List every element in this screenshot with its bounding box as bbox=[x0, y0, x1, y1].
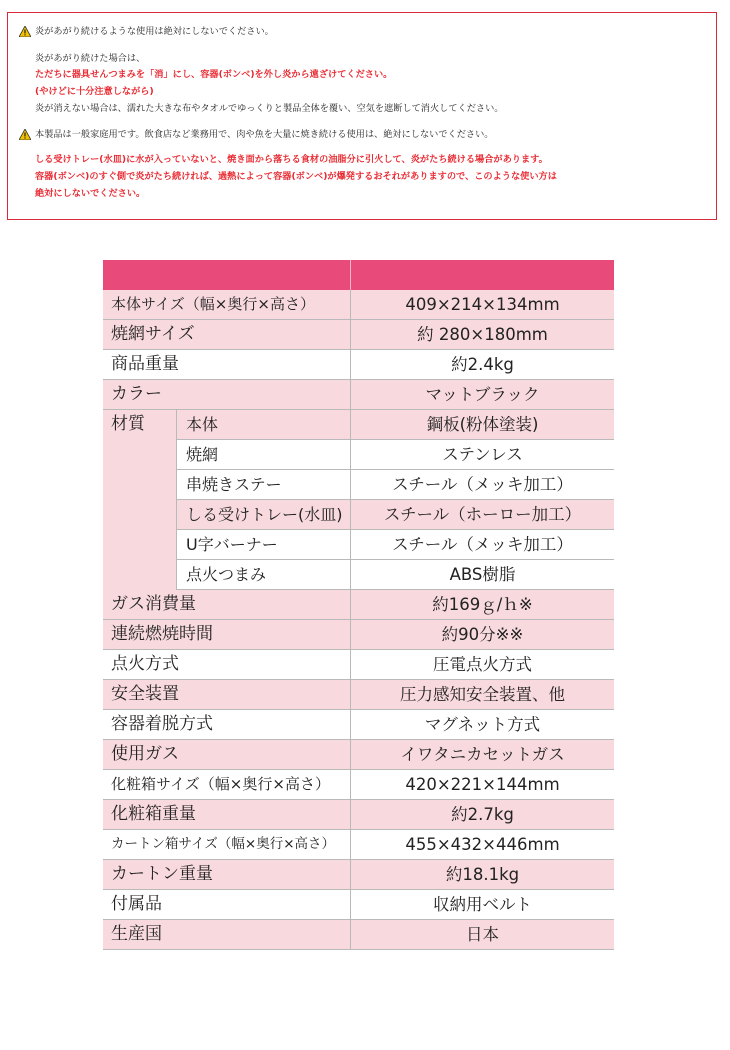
table-row: しる受けトレー(水皿) スチール（ホーロー加工） bbox=[103, 500, 614, 530]
warning-1: 炎があがり続けるような使用は絶対にしないでください。 bbox=[35, 26, 274, 37]
table-row: U字バーナー スチール（メッキ加工） bbox=[103, 530, 614, 560]
table-row: 商品重量 約2.4kg bbox=[103, 350, 614, 380]
warning-2b: 容器(ボンベ)のすぐ側で炎がたち続ければ、過熱によって容器(ボンベ)が爆発するおそれがありますので、このような使い方は bbox=[35, 171, 557, 182]
warning-1d: 炎が消えない場合は、濡れた大きな布やタオルでゆっくりと製品全体を覆い、空気を遮断して消火してください。 bbox=[35, 103, 504, 114]
table-row: 化粧箱サイズ（幅×奥行×高さ） 420×221×144mm bbox=[103, 770, 614, 800]
table-row: 焼網 ステンレス bbox=[103, 440, 614, 470]
warning-2: 本製品は一般家庭用です。飲食店など業務用で、肉や魚を大量に焼き続ける使用は、絶対にしないでください。 bbox=[35, 129, 494, 140]
warning-1a: 炎があがり続けた場合は、 bbox=[35, 53, 146, 64]
table-row: 安全装置 圧力感知安全装置、他 bbox=[103, 680, 614, 710]
table-row: カートン箱サイズ（幅×奥行×高さ） 455×432×446mm bbox=[103, 830, 614, 860]
table-row: カートン重量 約18.1kg bbox=[103, 860, 614, 890]
table-row: ガス消費量 約169ｇ/ｈ※ bbox=[103, 590, 614, 620]
spec-table bbox=[103, 260, 614, 950]
table-row: 容器着脱方式 マグネット方式 bbox=[103, 710, 614, 740]
table-row: 本体 鋼板(粉体塗装) bbox=[103, 410, 614, 440]
warning-icon bbox=[19, 26, 31, 37]
table-row: 連続燃焼時間 約90分※※ bbox=[103, 620, 614, 650]
table-row: 付属品 収納用ベルト bbox=[103, 890, 614, 920]
table-row: 化粧箱重量 約2.7kg bbox=[103, 800, 614, 830]
material-label: 材質 bbox=[111, 414, 145, 434]
warning-icon bbox=[19, 129, 31, 140]
warning-1c: (やけどに十分注意しながら) bbox=[35, 86, 154, 97]
warning-1b: ただちに器具せんつまみを「消」にし、容器(ボンベ)を外し炎から遠ざけてください。 bbox=[35, 69, 393, 80]
table-row: 焼網サイズ 約 280×180mm bbox=[103, 320, 614, 350]
table-row: カラー マットブラック bbox=[103, 380, 614, 410]
table-row: 使用ガス イワタニカセットガス bbox=[103, 740, 614, 770]
table-row: 点火つまみ ABS樹脂 bbox=[103, 560, 614, 590]
table-row: 本体サイズ（幅×奥行×高さ） 409×214×134mm bbox=[103, 290, 614, 320]
warning-2a: しる受けトレー(水皿)に水が入っていないと、焼き面から落ちる食材の油脂分に引火して、炎がたち続ける場合があります。 bbox=[35, 154, 548, 165]
table-row: 点火方式 圧電点火方式 bbox=[103, 650, 614, 680]
warning-box bbox=[7, 12, 717, 220]
table-header bbox=[103, 260, 614, 290]
warning-2c: 絶対にしないでください。 bbox=[35, 188, 146, 199]
table-row: 串焼きステー スチール（メッキ加工） bbox=[103, 470, 614, 500]
table-row: 生産国 日本 bbox=[103, 920, 614, 950]
